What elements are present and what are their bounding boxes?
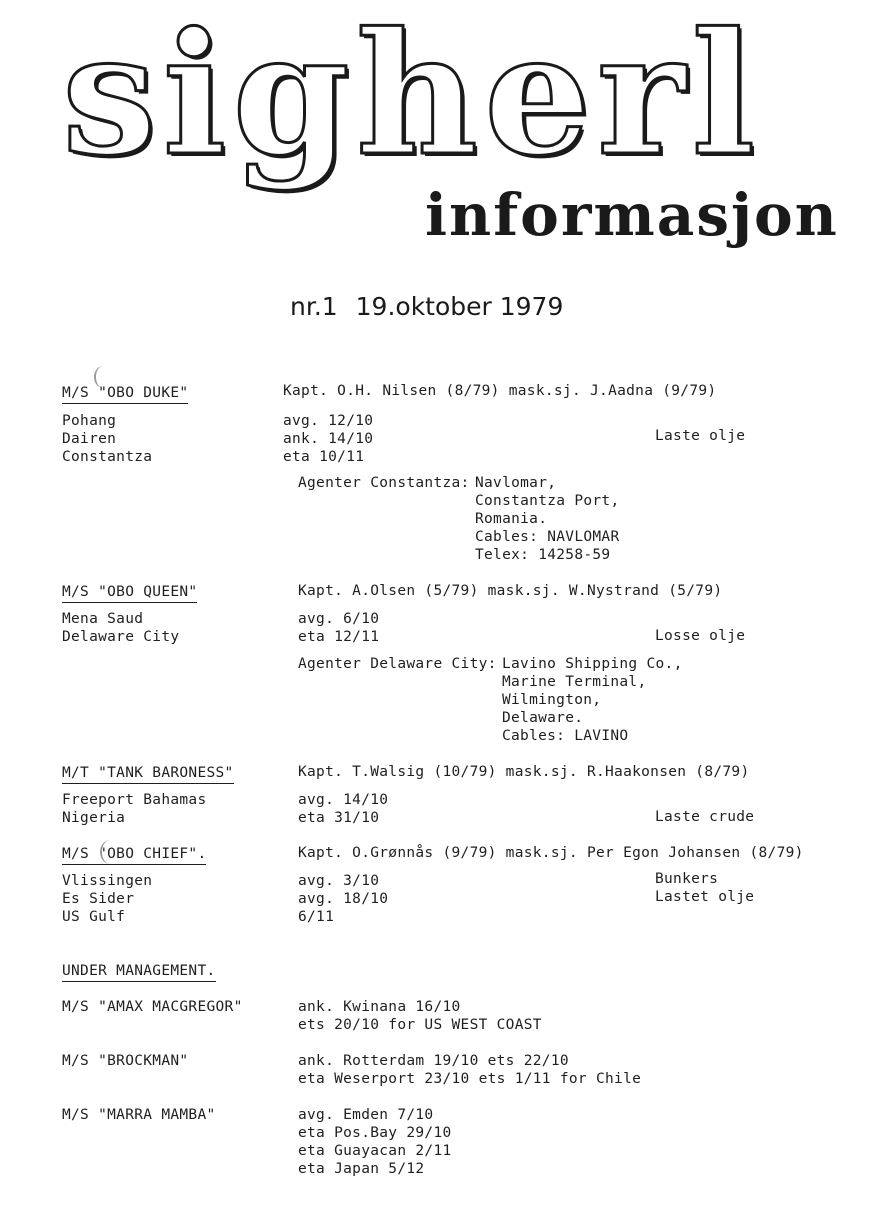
ship-name: M/S "OBO DUKE"	[62, 384, 188, 404]
port: Freeport Bahamas	[62, 792, 207, 808]
managed-ship-name: M/S "BROCKMAN"	[62, 1053, 189, 1069]
cargo-note: Bunkers	[655, 871, 719, 887]
agent-line: Delaware.	[502, 710, 584, 726]
schedule-entry: ank. 14/10	[283, 431, 374, 447]
port: Nigeria	[62, 810, 126, 826]
ship-crew: Kapt. A.Olsen (5/79) mask.sj. W.Nystrand (5/79)	[298, 583, 723, 599]
issue-number: nr.1	[290, 292, 338, 321]
agent-line: Wilmington,	[502, 692, 602, 708]
managed-ship-line: ank. Kwinana 16/10	[298, 999, 461, 1015]
ship-crew: Kapt. T.Walsig (10/79) mask.sj. R.Haakonsen (8/79)	[298, 764, 750, 780]
schedule-entry: avg. 12/10	[283, 413, 374, 429]
ship-name: M/S "OBO QUEEN"	[62, 583, 197, 603]
agent-line: Navlomar,	[475, 475, 557, 491]
port: Dairen	[62, 431, 117, 447]
port: Pohang	[62, 413, 117, 429]
issue-date: 19.oktober 1979	[355, 292, 564, 321]
schedule-entry: eta 12/11	[298, 629, 380, 645]
ship-crew: Kapt. O.H. Nilsen (8/79) mask.sj. J.Aadna (9/79)	[283, 383, 717, 399]
managed-ship-line: eta Weserport 23/10 ets 1/11 for Chile	[298, 1071, 642, 1087]
agent-label: Agenter Constantza:	[298, 475, 470, 491]
agent-line: Cables: NAVLOMAR	[475, 529, 620, 545]
cargo-note: Laste olje	[655, 428, 746, 444]
issue-line	[290, 292, 563, 321]
port: Es Sider	[62, 891, 135, 907]
port: Delaware City	[62, 629, 180, 645]
agent-line: Romania.	[475, 511, 548, 527]
port: Vlissingen	[62, 873, 153, 889]
agent-line: Lavino Shipping Co.,	[502, 656, 683, 672]
schedule-entry: avg. 14/10	[298, 792, 389, 808]
managed-ship-line: eta Pos.Bay 29/10	[298, 1125, 452, 1141]
schedule-entry: avg. 18/10	[298, 891, 389, 907]
agent-line: Marine Terminal,	[502, 674, 647, 690]
cargo-note: Lastet olje	[655, 889, 755, 905]
managed-ship-name: M/S "AMAX MACGREGOR"	[62, 999, 243, 1015]
port: US Gulf	[62, 909, 126, 925]
schedule-entry: 6/11	[298, 909, 335, 925]
masthead-subtitle: informasjon	[425, 181, 839, 249]
scan-smudge	[94, 366, 112, 388]
schedule-entry: avg. 3/10	[298, 873, 380, 889]
schedule-entry: eta 10/11	[283, 449, 365, 465]
agent-line: Telex: 14258-59	[475, 547, 611, 563]
port: Constantza	[62, 449, 153, 465]
managed-ship-line: avg. Emden 7/10	[298, 1107, 434, 1123]
ship-crew: Kapt. O.Grønnås (9/79) mask.sj. Per Egon Johansen (8/79)	[298, 845, 804, 861]
cargo-note: Laste crude	[655, 809, 755, 825]
schedule-entry: avg. 6/10	[298, 611, 380, 627]
ship-name: M/S "OBO CHIEF".	[62, 845, 206, 865]
managed-ship-line: ank. Rotterdam 19/10 ets 22/10	[298, 1053, 569, 1069]
port: Mena Saud	[62, 611, 144, 627]
cargo-note: Losse olje	[655, 628, 746, 644]
masthead-title: sigherl	[62, 0, 762, 193]
agent-line: Cables: LAVINO	[502, 728, 629, 744]
managed-ship-line: eta Guayacan 2/11	[298, 1143, 452, 1159]
scan-smudge	[100, 840, 120, 864]
managed-ship-name: M/S "MARRA MAMBA"	[62, 1107, 216, 1123]
managed-ship-line: eta Japan 5/12	[298, 1161, 425, 1177]
section-heading: UNDER MANAGEMENT.	[62, 962, 216, 982]
ship-name: M/T "TANK BARONESS"	[62, 764, 234, 784]
managed-ship-line: ets 20/10 for US WEST COAST	[298, 1017, 542, 1033]
agent-label: Agenter Delaware City:	[298, 656, 497, 672]
schedule-entry: eta 31/10	[298, 810, 380, 826]
agent-line: Constantza Port,	[475, 493, 620, 509]
